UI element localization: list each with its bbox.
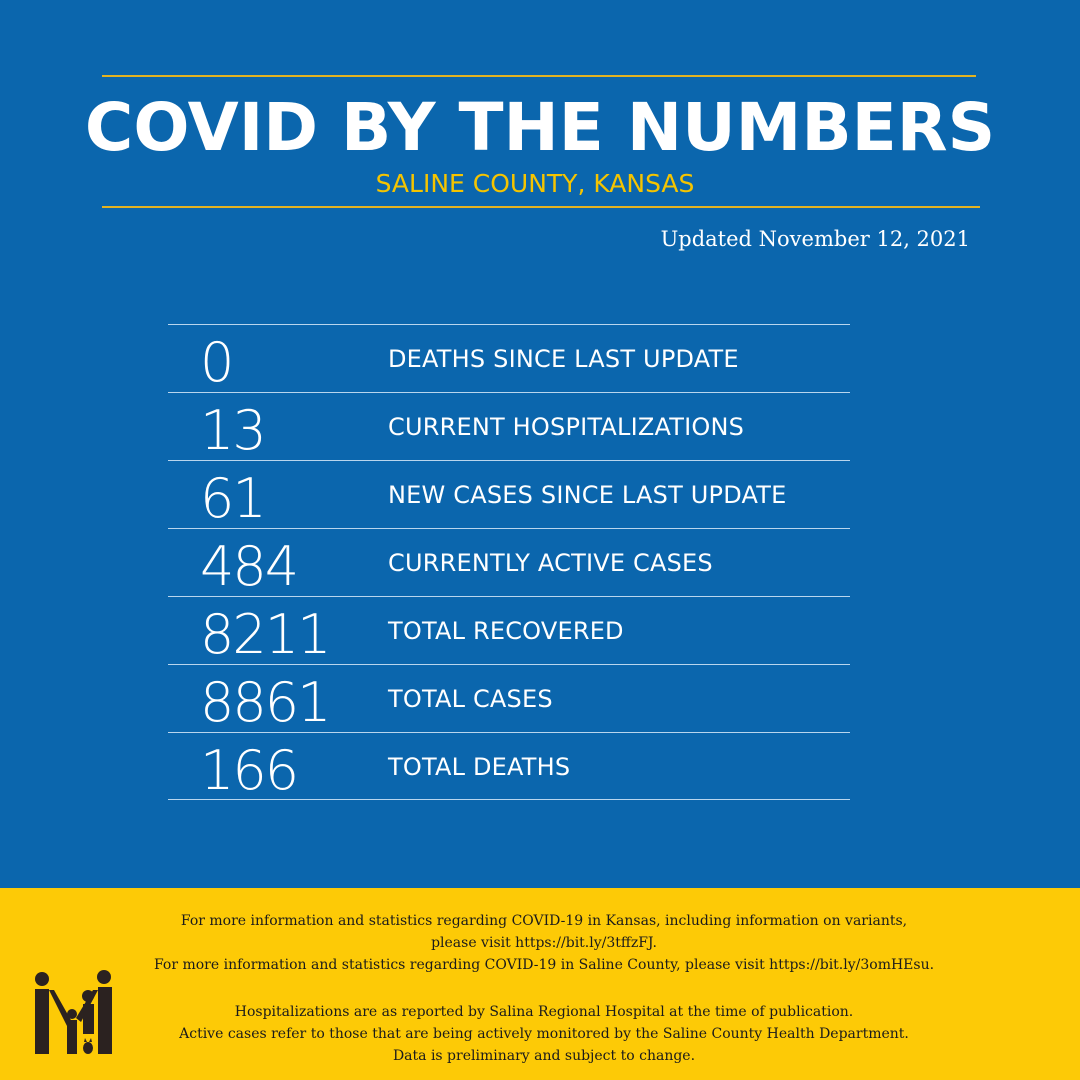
info-line-saline: For more information and statistics regarding COVID-19 in Saline County, please visit https://bit.ly/3omHEsu. bbox=[153, 957, 935, 973]
stat-value: 8861 bbox=[200, 671, 330, 734]
stat-row-total-cases bbox=[168, 664, 850, 732]
page-title: COVID BY THE NUMBERS bbox=[84, 89, 996, 166]
family-logo-icon bbox=[32, 968, 116, 1056]
footer-panel bbox=[0, 888, 1080, 1080]
stat-row-total-deaths bbox=[168, 732, 850, 800]
stat-row-deaths-since-update bbox=[168, 324, 850, 392]
info-line-kansas: For more information and statistics regarding COVID-19 in Kansas, including information on variants, bbox=[180, 913, 908, 929]
stat-value: 8211 bbox=[200, 603, 330, 666]
info-line-kansas-link: please visit https://bit.ly/3tffzFJ. bbox=[431, 935, 657, 951]
stat-value: 61 bbox=[200, 467, 265, 530]
stat-label: TOTAL RECOVERED bbox=[388, 617, 624, 645]
stat-row-current-hospitalizations bbox=[168, 392, 850, 460]
county-subtitle: SALINE COUNTY, KANSAS bbox=[375, 169, 695, 198]
title-top-rule bbox=[102, 75, 976, 77]
note-hospitalizations: Hospitalizations are as reported by Salina Regional Hospital at the time of publication. bbox=[234, 1004, 854, 1020]
stat-label: TOTAL CASES bbox=[388, 685, 553, 713]
info-links-block bbox=[4, 910, 1080, 976]
stat-value: 166 bbox=[200, 739, 298, 802]
stat-label: DEATHS SINCE LAST UPDATE bbox=[388, 345, 739, 373]
updated-date: Updated November 12, 2021 bbox=[660, 227, 970, 251]
title-bottom-rule bbox=[102, 206, 980, 208]
stat-value: 484 bbox=[200, 535, 298, 598]
notes-block bbox=[4, 1001, 1080, 1067]
stat-row-total-recovered bbox=[168, 596, 850, 664]
stat-label: NEW CASES SINCE LAST UPDATE bbox=[388, 481, 787, 509]
stat-row-new-cases bbox=[168, 460, 850, 528]
note-active-cases: Active cases refer to those that are being actively monitored by the Saline County Health Department. bbox=[179, 1026, 909, 1042]
note-preliminary: Data is preliminary and subject to change. bbox=[392, 1048, 696, 1064]
stats-table bbox=[168, 324, 850, 800]
stat-label: CURRENTLY ACTIVE CASES bbox=[388, 549, 713, 577]
stat-value: 0 bbox=[200, 331, 233, 394]
stat-value: 13 bbox=[200, 399, 265, 462]
stat-label: CURRENT HOSPITALIZATIONS bbox=[388, 413, 745, 441]
stat-row-active-cases bbox=[168, 528, 850, 596]
stat-label: TOTAL DEATHS bbox=[388, 753, 571, 781]
